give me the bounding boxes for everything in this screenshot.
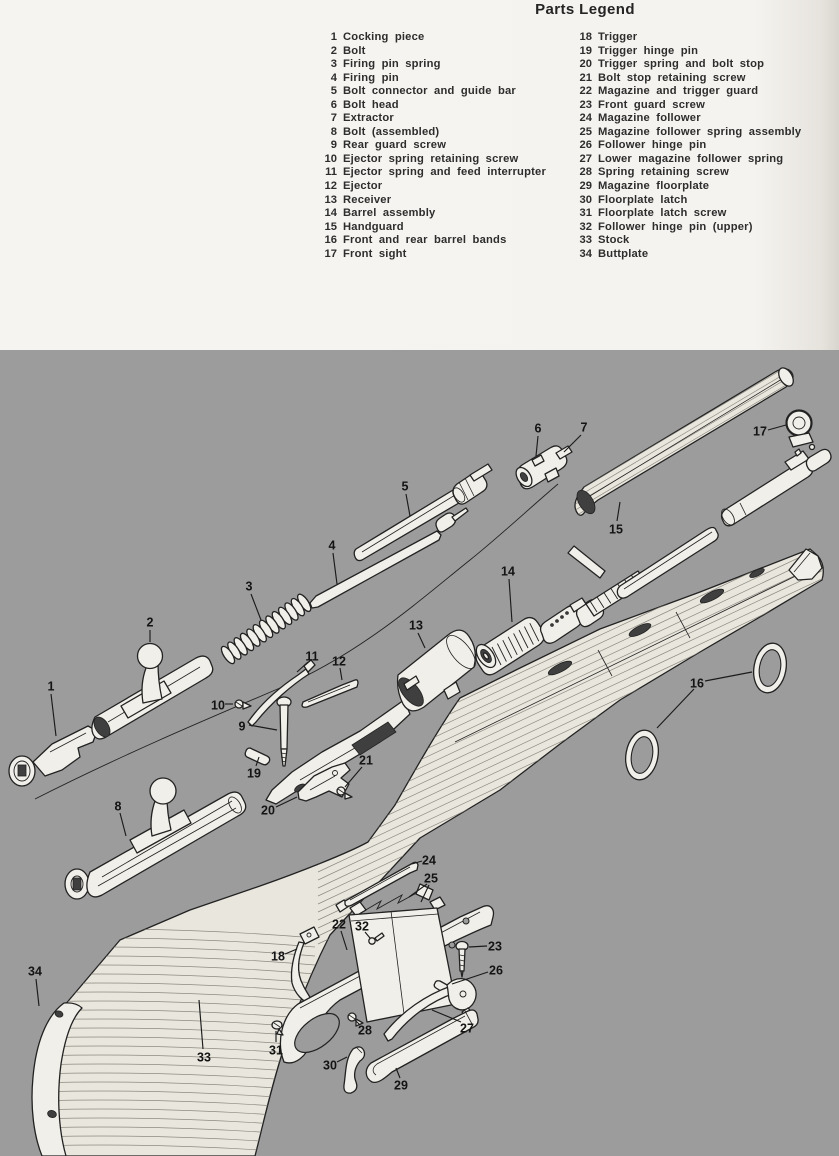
legend-item-number: 7 [330, 112, 337, 125]
legend-item-6 [303, 99, 546, 113]
callout-leader-3 [251, 594, 261, 620]
callout-5: 5 [401, 479, 409, 494]
legend-item-name: Extractor [343, 112, 394, 125]
legend-item-10 [303, 153, 546, 167]
callout-23: 23 [488, 939, 502, 954]
legend-item-name: Follower hinge pin (upper) [598, 220, 753, 233]
legend-item-number: 6 [330, 98, 337, 111]
legend-item-name: Bolt connector and guide bar [343, 85, 516, 98]
legend-item-17 [303, 248, 546, 262]
legend-item-name: Magazine follower spring assembly [598, 125, 802, 138]
callout-leader-17 [768, 425, 786, 430]
callout-28: 28 [358, 1023, 372, 1038]
legend-item-1 [303, 31, 546, 45]
callout-22: 22 [332, 917, 346, 932]
legend-item-13 [303, 194, 546, 208]
legend-item-21 [558, 72, 801, 86]
legend-item-33 [558, 234, 801, 248]
callout-leader-8 [120, 813, 126, 836]
legend-item-number: 16 [324, 234, 337, 247]
part-bolt-stop-retaining-screw [337, 787, 352, 799]
legend-item-18 [558, 31, 801, 45]
legend-item-22 [558, 85, 801, 99]
legend-item-name: Bolt stop retaining screw [598, 71, 746, 84]
legend-item-5 [303, 85, 546, 99]
callout-leader-16 [657, 689, 694, 728]
legend-item-16 [303, 234, 546, 248]
legend-item-number: 2 [330, 44, 337, 57]
legend-item-number: 19 [579, 44, 592, 57]
callout-14: 14 [501, 564, 515, 579]
legend-item-11 [303, 166, 546, 180]
legend-item-number: 34 [579, 247, 592, 260]
legend-item-number: 12 [324, 180, 337, 193]
legend-item-name: Floorplate latch [598, 193, 688, 206]
legend-item-name: Firing pin [343, 71, 399, 84]
legend-item-number: 17 [324, 247, 337, 260]
legend-item-number: 29 [579, 180, 592, 193]
legend-column-left [303, 31, 546, 261]
legend-item-2 [303, 45, 546, 59]
callout-16: 16 [690, 676, 704, 691]
legend-item-number: 18 [579, 31, 592, 43]
callout-24: 24 [422, 853, 436, 868]
callout-leader-6 [536, 436, 538, 456]
callout-leader-13 [418, 633, 425, 648]
legend-item-number: 14 [324, 207, 337, 220]
legend-item-number: 31 [579, 207, 592, 220]
legend-item-number: 25 [579, 125, 592, 138]
legend-column-right [558, 31, 801, 261]
legend-item-name: Ejector spring retaining screw [343, 152, 519, 165]
part-bolt [91, 644, 213, 740]
callout-19: 19 [247, 766, 261, 781]
callout-leader-14 [509, 579, 512, 622]
callout-leader-5 [406, 494, 410, 516]
legend-item-name: Follower hinge pin [598, 139, 707, 152]
callout-4: 4 [328, 538, 336, 553]
callout-33: 33 [197, 1050, 211, 1065]
legend-item-23 [558, 99, 801, 113]
legend-item-name: Lower magazine follower spring [598, 152, 784, 165]
part-floorplate-latch [344, 1047, 365, 1093]
legend-item-name: Firing pin spring [343, 58, 441, 71]
legend-item-name: Buttplate [598, 247, 649, 260]
legend-item-number: 9 [330, 139, 337, 152]
legend-item-32 [558, 221, 801, 235]
callout-9: 9 [238, 719, 246, 734]
callout-1: 1 [47, 679, 55, 694]
legend-item-name: Barrel assembly [343, 207, 436, 220]
legend-item-4 [303, 72, 546, 86]
legend-item-25 [558, 126, 801, 140]
callout-leader-22 [341, 931, 347, 950]
parts-legend-panel [0, 0, 839, 350]
callout-leader-4 [333, 553, 337, 584]
callout-leader-29 [396, 1068, 400, 1078]
legend-item-7 [303, 112, 546, 126]
callout-32: 32 [355, 919, 369, 934]
legend-item-19 [558, 45, 801, 59]
callout-leader-16 [705, 672, 752, 681]
legend-item-27 [558, 153, 801, 167]
legend-item-number: 8 [330, 125, 337, 138]
legend-item-number: 30 [579, 193, 592, 206]
callout-leader-15 [617, 502, 620, 521]
callout-leader-1 [51, 694, 56, 736]
legend-item-28 [558, 166, 801, 180]
legend-item-name: Spring retaining screw [598, 166, 730, 179]
legend-item-number: 20 [579, 58, 592, 71]
exploded-rifle-diagram [0, 350, 839, 1156]
legend-item-number: 10 [324, 152, 337, 165]
legend-item-number: 32 [579, 220, 592, 233]
callout-34: 34 [28, 964, 42, 979]
exploded-diagram-panel [0, 350, 839, 1156]
legend-item-name: Front guard screw [598, 98, 705, 111]
callout-leader-9 [249, 725, 277, 730]
callout-18: 18 [271, 949, 285, 964]
legend-item-name: Bolt (assembled) [343, 125, 440, 138]
legend-item-number: 28 [579, 166, 592, 179]
callout-leader-30 [337, 1057, 347, 1062]
legend-item-3 [303, 58, 546, 72]
legend-item-20 [558, 58, 801, 72]
legend-item-30 [558, 194, 801, 208]
part-firing-pin-spring [219, 592, 313, 665]
legend-item-name: Rear guard screw [343, 139, 447, 152]
callout-leader-7 [564, 435, 581, 452]
legend-item-name: Floorplate latch screw [598, 207, 727, 220]
legend-item-14 [303, 207, 546, 221]
legend-item-number: 13 [324, 193, 337, 206]
callout-6: 6 [534, 421, 542, 436]
legend-item-29 [558, 180, 801, 194]
callout-11: 11 [305, 649, 319, 664]
legend-item-number: 1 [330, 31, 337, 43]
callout-7: 7 [580, 420, 588, 435]
legend-item-name: Front and rear barrel bands [343, 234, 507, 247]
legend-item-number: 23 [579, 98, 592, 111]
callout-3: 3 [245, 579, 253, 594]
legend-item-name: Trigger spring and bolt stop [598, 58, 765, 71]
legend-item-name: Bolt head [343, 98, 399, 111]
callout-21: 21 [359, 753, 373, 768]
legend-item-15 [303, 221, 546, 235]
legend-item-number: 5 [330, 85, 337, 98]
callout-26: 26 [489, 963, 503, 978]
part-front-guard-screw [456, 942, 468, 978]
legend-item-number: 24 [579, 112, 592, 125]
part-rear-guard-screw [277, 697, 291, 766]
callout-13: 13 [409, 618, 423, 633]
callout-30: 30 [323, 1058, 337, 1073]
legend-item-name: Trigger [598, 31, 638, 43]
legend-item-number: 3 [330, 58, 337, 71]
callout-31: 31 [269, 1043, 283, 1058]
legend-item-number: 21 [579, 71, 592, 84]
callout-10: 10 [211, 698, 225, 713]
page-title: Parts Legend [535, 1, 635, 18]
legend-item-9 [303, 139, 546, 153]
callout-17: 17 [753, 424, 767, 439]
legend-item-number: 27 [579, 152, 592, 165]
legend-item-31 [558, 207, 801, 221]
part-front-sight [787, 411, 815, 450]
legend-item-name: Front sight [343, 247, 407, 260]
part-ejector [302, 680, 358, 707]
callout-25: 25 [424, 871, 438, 886]
legend-item-name: Receiver [343, 193, 392, 206]
legend-item-name: Magazine floorplate [598, 180, 710, 193]
legend-item-name: Trigger hinge pin [598, 44, 699, 57]
callout-2: 2 [146, 615, 154, 630]
callout-20: 20 [261, 803, 275, 818]
callout-27: 27 [460, 1021, 474, 1036]
part-bolt-assembled [65, 778, 246, 899]
legend-item-8 [303, 126, 546, 140]
legend-item-number: 26 [579, 139, 592, 152]
legend-item-name: Stock [598, 234, 630, 247]
legend-item-number: 4 [330, 71, 337, 84]
legend-item-26 [558, 139, 801, 153]
callout-leader-12 [340, 668, 342, 680]
legend-item-number: 11 [325, 166, 337, 179]
legend-item-name: Ejector [343, 180, 383, 193]
legend-item-name: Magazine and trigger guard [598, 85, 759, 98]
callout-15: 15 [609, 522, 623, 537]
legend-item-name: Ejector spring and feed interrupter [343, 166, 547, 179]
legend-item-34 [558, 248, 801, 262]
legend-item-name: Bolt [343, 44, 366, 57]
callout-leader-34 [36, 979, 39, 1006]
legend-item-name: Cocking piece [343, 31, 425, 43]
callout-8: 8 [114, 799, 122, 814]
callout-leader-23 [469, 946, 487, 947]
legend-item-name: Magazine follower [598, 112, 701, 125]
legend-item-number: 15 [324, 220, 337, 233]
callout-29: 29 [394, 1078, 408, 1093]
callout-12: 12 [332, 654, 346, 669]
legend-item-number: 22 [579, 85, 592, 98]
legend-item-24 [558, 112, 801, 126]
part-cocking-piece [9, 726, 97, 786]
legend-item-number: 33 [579, 234, 592, 247]
legend-item-name: Handguard [343, 220, 404, 233]
legend-item-12 [303, 180, 546, 194]
